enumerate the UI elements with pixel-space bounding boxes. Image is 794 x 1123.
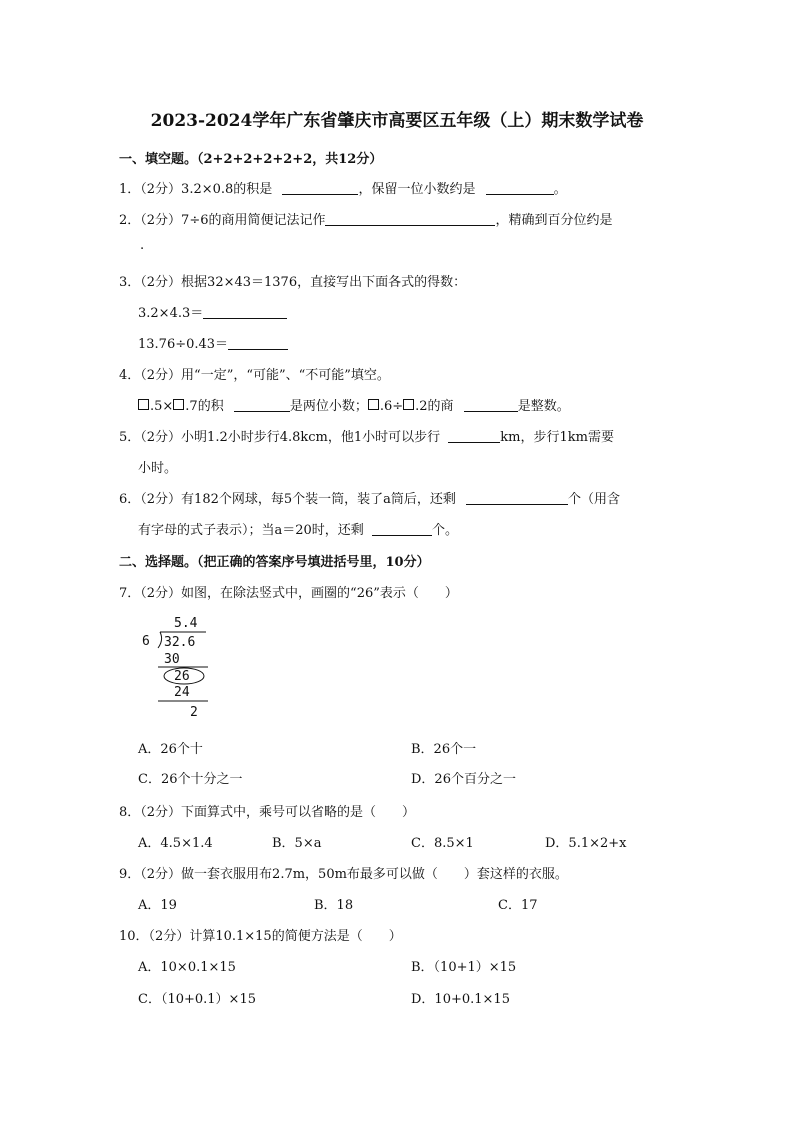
division-dividend: 32.6 (164, 635, 196, 650)
q10-option-c[interactable]: C．（10+0.1）×15 (138, 992, 256, 1007)
q1-blank-1[interactable] (282, 180, 358, 195)
q6-suffix: 个（用含 (568, 492, 621, 507)
q8-option-a[interactable]: A．4.5×1.4 (138, 836, 213, 851)
q7-text: 7．（2分）如图，在除法竖式中，画圈的“26”表示（ ） (119, 586, 458, 601)
square-box-icon (173, 399, 184, 410)
long-division-figure (136, 612, 216, 722)
division-step-3: 24 (174, 685, 190, 700)
q6-blank-1[interactable] (466, 490, 568, 505)
q7-option-d[interactable]: D．26个百分之一 (411, 772, 516, 787)
q6-blank-2[interactable] (372, 521, 432, 536)
q7-option-c[interactable]: C．26个十分之一 (138, 772, 243, 787)
question-1 (119, 178, 567, 197)
q9-option-b[interactable]: B．18 (314, 898, 354, 913)
q10-option-b[interactable]: B．（10+1）×15 (411, 960, 517, 975)
q10-option-d[interactable]: D．10+0.1×15 (411, 992, 510, 1007)
q5-prefix: 5．（2分）小明1.2小时步行4.8kcm，他1小时可以步行 (119, 430, 441, 445)
q8-option-b[interactable]: B．5×a (272, 836, 322, 851)
q8-option-d[interactable]: D．5.1×2+x (545, 836, 627, 851)
q5-continuation: 小时。 (138, 461, 178, 476)
division-quotient: 5.4 (174, 616, 198, 631)
q2-suffix: ，精确到百分位约是 (495, 213, 613, 228)
q9-option-a[interactable]: A．19 (138, 898, 177, 913)
q2-continuation: . (140, 238, 145, 253)
q6-line-2 (138, 519, 458, 538)
square-box-icon (368, 399, 379, 410)
q5-blank-1[interactable] (448, 428, 500, 443)
question-6 (119, 488, 620, 507)
q5-mid: km，步行1km需要 (500, 430, 614, 445)
division-divisor: 6 (142, 634, 150, 649)
section-2-heading: 二、选择题。（把正确的答案序号填进括号里，10分） (119, 555, 430, 570)
q4-blank-1[interactable] (234, 397, 290, 412)
square-box-icon (138, 399, 149, 410)
q4-part-c: 是两位小数； (289, 399, 368, 414)
q4-part-d: .6÷ (379, 399, 404, 414)
q6-cont-a: 有字母的式子表示）；当a＝20时，还剩 (138, 523, 364, 538)
q3-b-label: 13.76÷0.43＝ (138, 337, 229, 352)
q10-text: 10．（2分）计算10.1×15的简便方法是（ ） (119, 929, 402, 944)
q2-prefix: 2．（2分）7÷6的商用简便记法记作 (119, 213, 326, 228)
question-2 (119, 209, 613, 228)
q1-blank-2[interactable] (486, 180, 554, 195)
question-5 (119, 426, 614, 445)
division-step-2: 26 (174, 669, 190, 684)
q3-item-a (138, 302, 287, 321)
q4-part-e: .2的商 (415, 399, 454, 414)
q4-part-b: .7的积 (185, 399, 224, 414)
q6-cont-b: 个。 (431, 523, 458, 538)
q8-text: 8．（2分）下面算式中，乘号可以省略的是（ ） (119, 805, 416, 820)
q4-part-a: .5× (150, 399, 174, 414)
division-bracket (158, 632, 162, 648)
q1-mid: ，保留一位小数约是 (358, 182, 476, 197)
q1-prefix: 1．（2分）3.2×0.8的积是 (119, 182, 273, 197)
q3-text: 3．（2分）根据32×43＝1376，直接写出下面各式的得数： (119, 275, 467, 290)
q3-a-blank[interactable] (203, 304, 287, 319)
division-step-1: 30 (164, 652, 180, 667)
square-box-icon (403, 399, 414, 410)
q2-blank-1[interactable] (325, 211, 495, 226)
q3-b-blank[interactable] (228, 335, 288, 350)
q9-text: 9．（2分）做一套衣服用布2.7m，50m布最多可以做（ ）套这样的衣服。 (119, 867, 568, 882)
q4-blank-2[interactable] (464, 397, 518, 412)
q9-option-c[interactable]: C．17 (498, 898, 538, 913)
division-remainder: 2 (190, 705, 198, 720)
q8-option-c[interactable]: C．8.5×1 (411, 836, 474, 851)
page-title: 2023-2024学年广东省肇庆市高要区五年级（上）期末数学试卷 (150, 111, 644, 131)
q7-option-b[interactable]: B．26个一 (411, 742, 477, 757)
q4-part-f: 是整数。 (517, 399, 570, 414)
q10-option-a[interactable]: A．10×0.1×15 (138, 960, 236, 975)
q4-line-2 (138, 395, 570, 414)
q6-prefix: 6．（2分）有182个网球，每5个装一筒，装了a筒后，还剩 (119, 492, 456, 507)
q7-option-a[interactable]: A．26个十 (138, 742, 203, 757)
q4-text: 4．（2分）用“一定”，“可能”、“不可能”填空。 (119, 368, 390, 383)
section-1-heading: 一、填空题。（2+2+2+2+2+2，共12分） (119, 152, 383, 167)
q3-a-label: 3.2×4.3＝ (138, 306, 204, 321)
q3-item-b (138, 333, 288, 352)
q1-suffix: 。 (553, 182, 567, 197)
